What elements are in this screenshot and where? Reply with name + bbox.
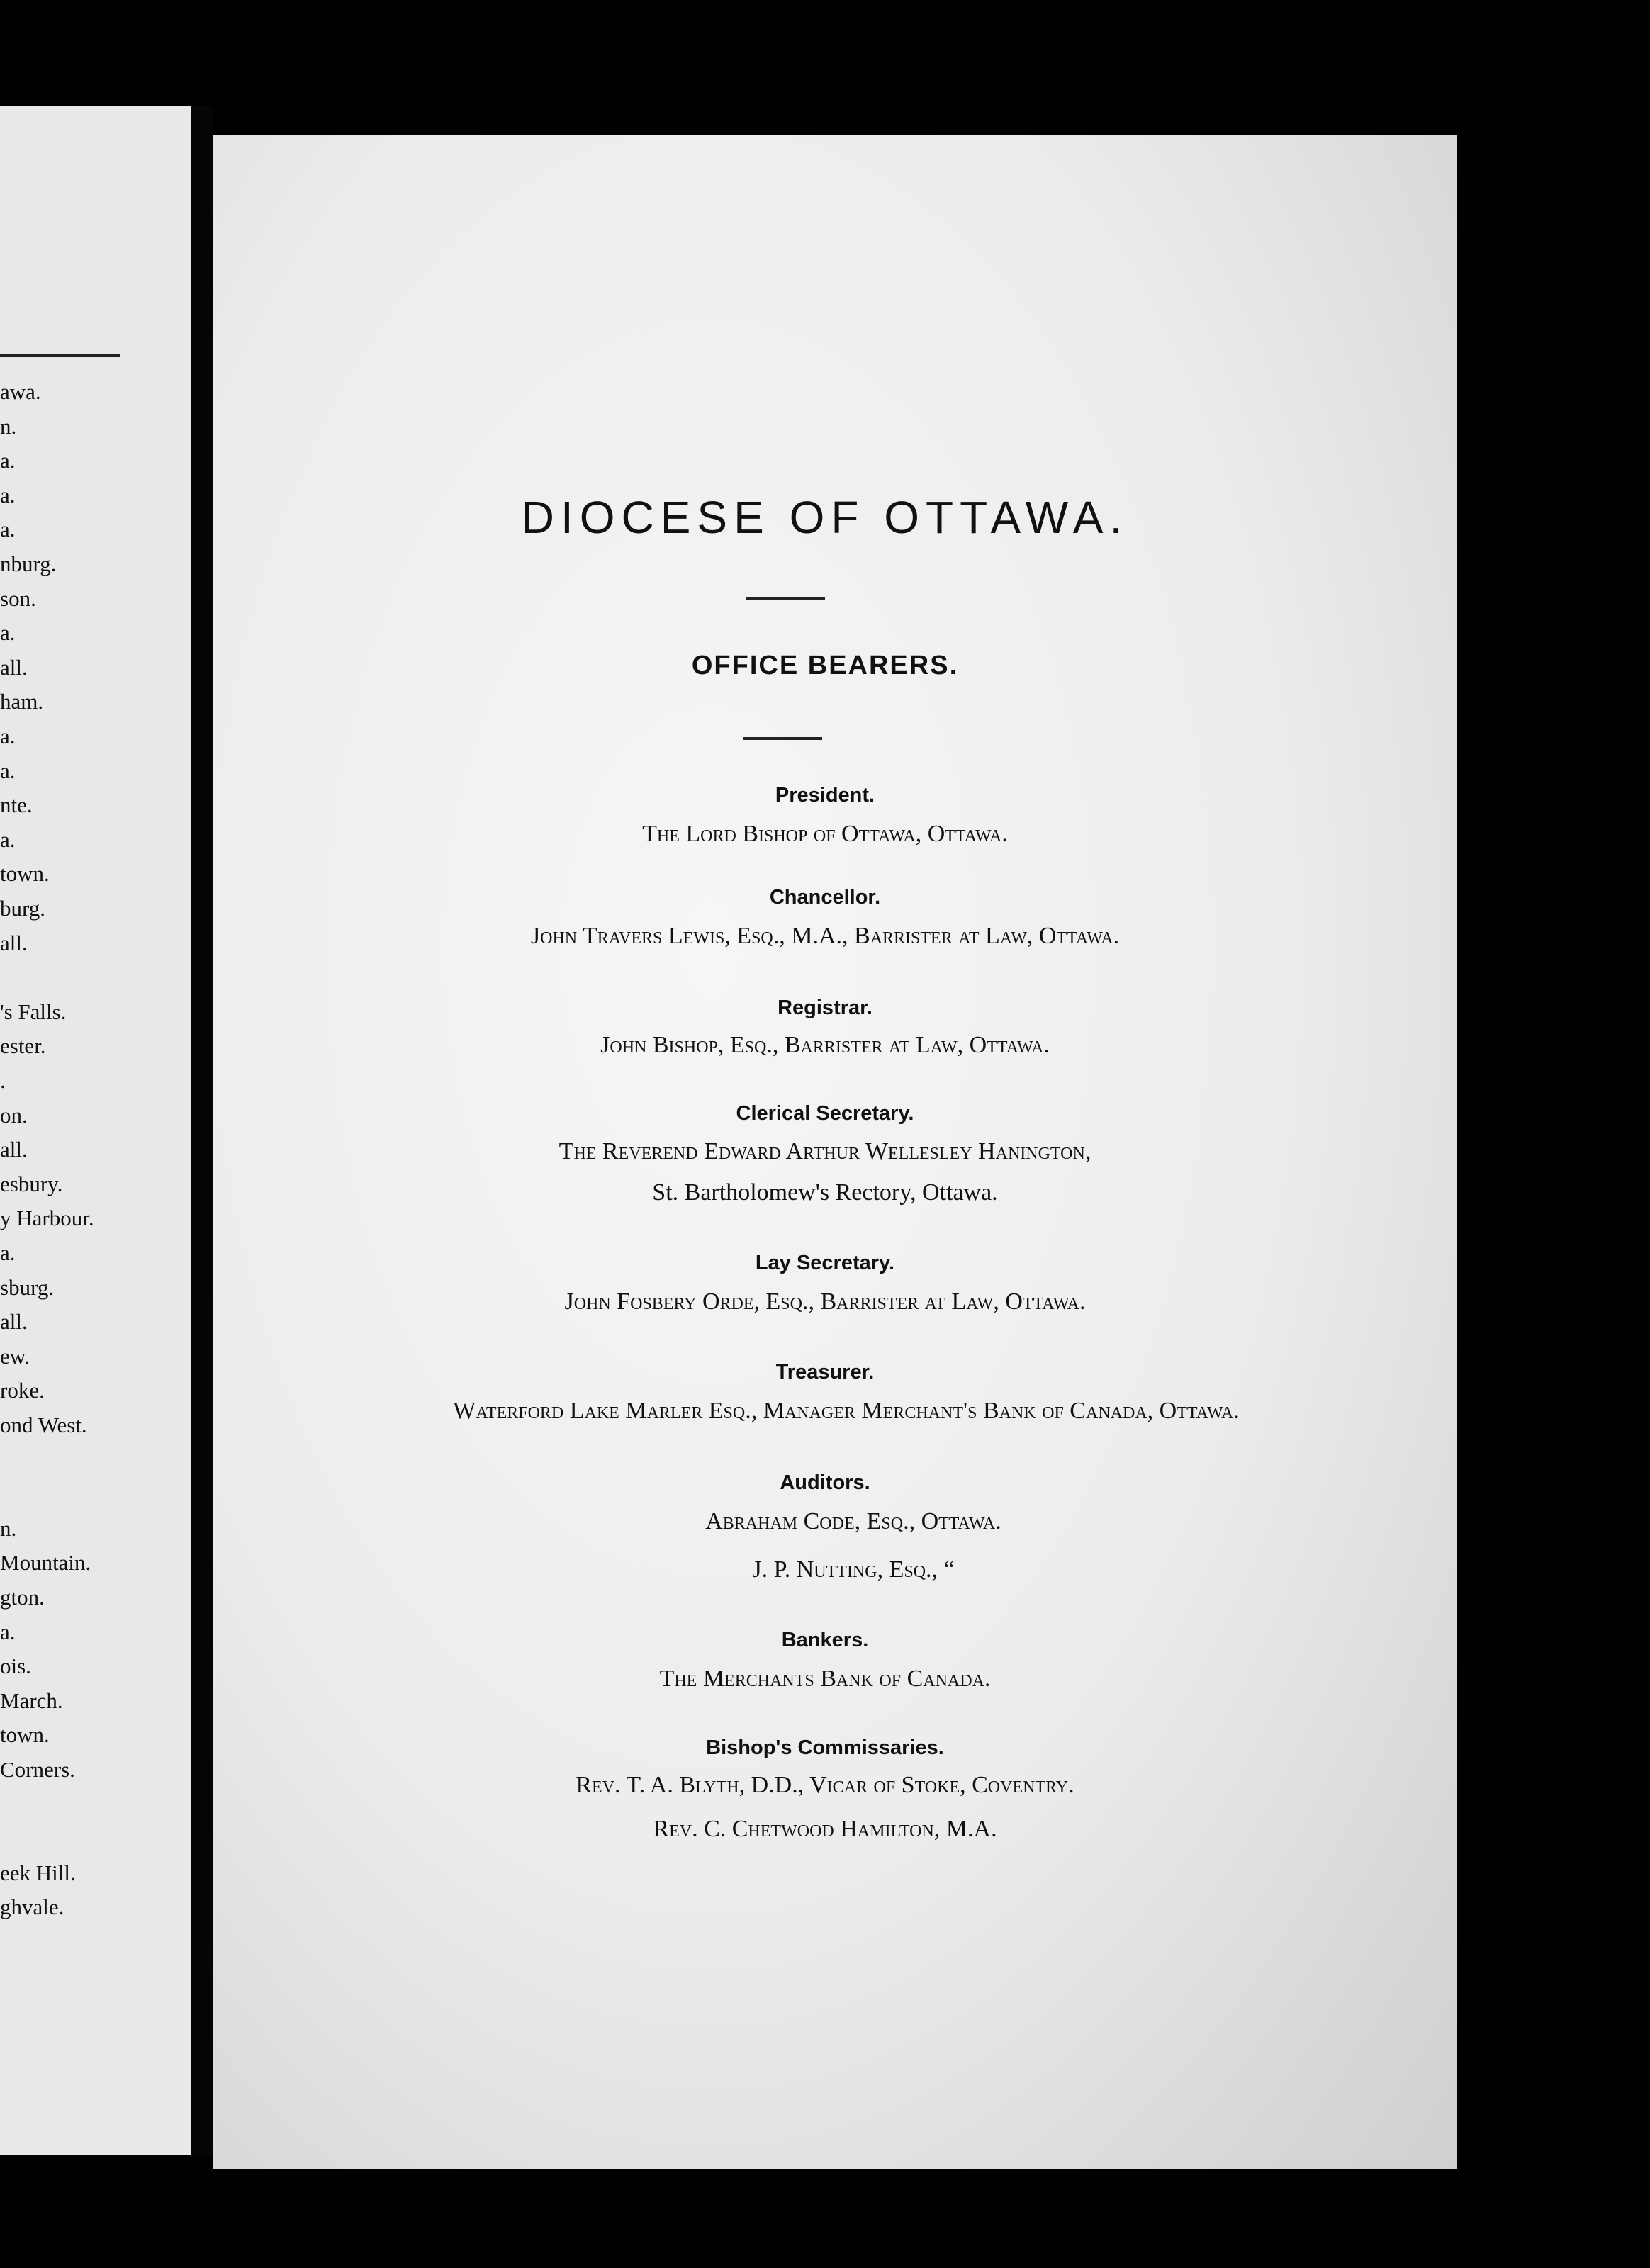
left-page-line: awa. bbox=[0, 379, 41, 404]
title-rule bbox=[746, 597, 825, 600]
entry-chancellor: John Travers Lewis, Esq., M.A., Barrister at Law, Ottawa. bbox=[530, 923, 1120, 949]
left-page-line: a. bbox=[0, 1240, 16, 1265]
entry-registrar: John Bishop, Esq., Barrister at Law, Ottawa. bbox=[600, 1032, 1050, 1058]
entry-bankers: The Merchants Bank of Canada. bbox=[659, 1666, 991, 1692]
left-page-line: eek Hill. bbox=[0, 1860, 76, 1885]
left-page-line: all. bbox=[0, 1309, 28, 1335]
heading-chancellor: Chancellor. bbox=[769, 886, 881, 909]
left-page-line: sburg. bbox=[0, 1274, 55, 1300]
heading-bishops-commissaries: Bishop's Commissaries. bbox=[706, 1736, 944, 1759]
entry-commissary-1: Rev. T. A. Blyth, D.D., Vicar of Stoke, Coventry. bbox=[576, 1772, 1074, 1798]
heading-clerical-secretary: Clerical Secretary. bbox=[736, 1102, 914, 1125]
left-page-line: gton. bbox=[0, 1585, 45, 1610]
left-page-line: ghvale. bbox=[0, 1894, 64, 1920]
left-page-line: ond West. bbox=[0, 1413, 87, 1437]
entry-auditor-2: J. P. Nutting, Esq., “ bbox=[752, 1556, 955, 1583]
heading-registrar: Registrar. bbox=[778, 997, 872, 1019]
entry-auditor-1: Abraham Code, Esq., Ottawa. bbox=[705, 1508, 1001, 1534]
left-page-line: ham. bbox=[0, 689, 44, 714]
left-page-line: a. bbox=[0, 724, 16, 748]
left-page-line: a. bbox=[0, 826, 16, 852]
left-page-line: a. bbox=[0, 482, 16, 507]
left-page-line: all. bbox=[0, 930, 28, 955]
left-page-line: March. bbox=[0, 1688, 63, 1713]
left-page-line: ester. bbox=[0, 1033, 46, 1059]
left-page-line: town. bbox=[0, 1722, 50, 1748]
left-page-line: son. bbox=[0, 585, 36, 611]
heading-auditors: Auditors. bbox=[780, 1471, 870, 1494]
left-page-line: ew. bbox=[0, 1343, 30, 1369]
heading-treasurer: Treasurer. bbox=[775, 1361, 875, 1383]
entry-president: The Lord Bishop of Ottawa, Ottawa. bbox=[642, 821, 1008, 847]
left-page-line: Corners. bbox=[0, 1757, 75, 1782]
entry-clerical-secretary-address: St. Bartholomew's Rectory, Ottawa. bbox=[652, 1179, 998, 1206]
left-page-line: all. bbox=[0, 654, 28, 680]
heading-lay-secretary: Lay Secretary. bbox=[755, 1252, 895, 1274]
subtitle-rule bbox=[743, 737, 822, 740]
left-page-line: n. bbox=[0, 1515, 17, 1541]
left-page-line: nburg. bbox=[0, 551, 57, 576]
left-page-line: a. bbox=[0, 448, 16, 473]
book-gutter bbox=[191, 106, 213, 2155]
left-page-line: ois. bbox=[0, 1654, 31, 1679]
left-page-line: a. bbox=[0, 758, 16, 783]
page-title: DIOCESE OF OTTAWA. bbox=[521, 492, 1129, 543]
left-page-line: burg. bbox=[0, 896, 46, 921]
left-page-line: 's Falls. bbox=[0, 999, 67, 1024]
left-page-line: y Harbour. bbox=[0, 1206, 94, 1231]
entry-commissary-2: Rev. C. Chetwood Hamilton, M.A. bbox=[653, 1816, 997, 1842]
left-page-rule bbox=[0, 354, 120, 357]
heading-president: President. bbox=[775, 784, 875, 807]
left-page-line: Mountain. bbox=[0, 1550, 91, 1576]
left-page-line: n. bbox=[0, 413, 17, 439]
heading-bankers: Bankers. bbox=[781, 1629, 869, 1651]
left-page-line: . bbox=[0, 1068, 6, 1093]
entry-lay-secretary: John Fosbery Orde, Esq., Barrister at Law, Ottawa. bbox=[564, 1289, 1086, 1315]
entry-clerical-secretary-name: The Reverend Edward Arthur Wellesley Hanington, bbox=[559, 1138, 1091, 1164]
left-page-fragment bbox=[0, 106, 191, 2155]
page-subtitle: OFFICE BEARERS. bbox=[691, 651, 959, 680]
left-page-line: a. bbox=[0, 517, 16, 542]
left-page-line: town. bbox=[0, 861, 50, 887]
left-page-line: a. bbox=[0, 620, 16, 646]
entry-treasurer: Waterford Lake Marler Esq., Manager Merchant's Bank of Canada, Ottawa. bbox=[453, 1398, 1240, 1424]
left-page-line: nte. bbox=[0, 792, 33, 818]
left-page-line: on. bbox=[0, 1102, 28, 1128]
left-page-line: a. bbox=[0, 1619, 16, 1644]
left-page-line: esbury. bbox=[0, 1171, 63, 1196]
left-page-line: all. bbox=[0, 1137, 28, 1162]
left-page-line: roke. bbox=[0, 1378, 45, 1403]
